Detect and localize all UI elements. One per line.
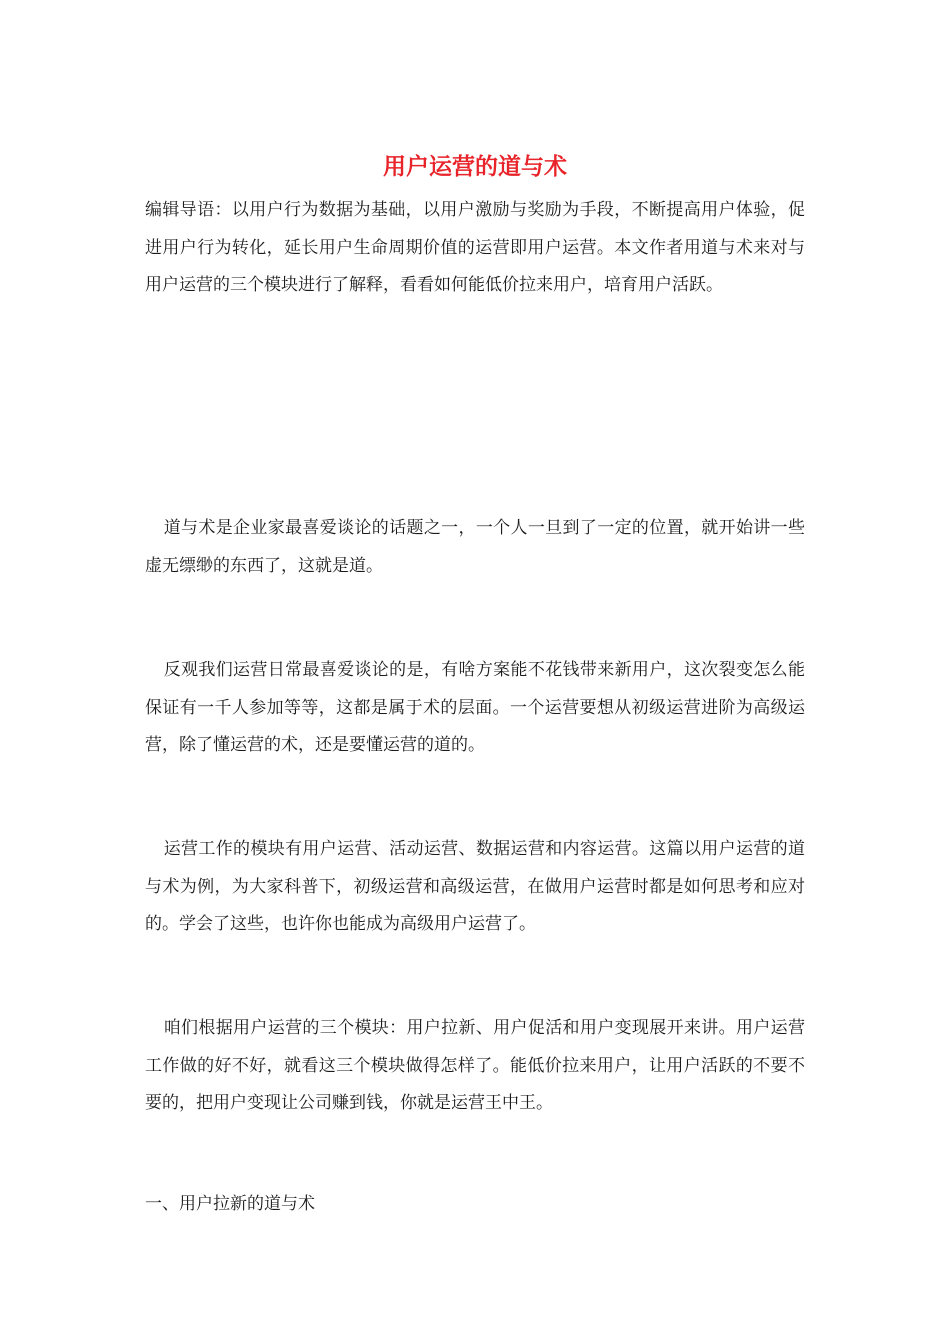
paragraph-4: 咱们根据用户运营的三个模块：用户拉新、用户促活和用户变现展开来讲。用户运营工作做的好不好，就看这三个模块做得怎样了。能低价拉来用户，让用户活跃的不要不要的，把用户变现让公司赚到钱，你就是运营王中王。 — [145, 1018, 805, 1113]
editor-intro: 编辑导语：以用户行为数据为基础，以用户激励与奖励为手段，不断提高用户体验，促进用户行为转化，延长用户生命周期价值的运营即用户运营。本文作者用道与术来对与用户运营的三个模块进行了解释，看看如何能低价拉来用户，培育用户活跃。 — [145, 200, 805, 295]
paragraph-2: 反观我们运营日常最喜爱谈论的是，有啥方案能不花钱带来新用户，这次裂变怎么能保证有一千人参加等等，这都是属于术的层面。一个运营要想从初级运营进阶为高级运营，除了懂运营的术，还是要懂运营的道的。 — [145, 660, 805, 755]
paragraph-3: 运营工作的模块有用户运营、活动运营、数据运营和内容运营。这篇以用户运营的道与术为例，为大家科普下，初级运营和高级运营，在做用户运营时都是如何思考和应对的。学会了这些，也许你也能成为高级用户运营了。 — [145, 839, 805, 934]
section-heading: 一、用户拉新的道与术 — [145, 1194, 315, 1214]
paragraph-1: 道与术是企业家最喜爱谈论的话题之一，一个人一旦到了一定的位置，就开始讲一些虚无缥缈的东西了，这就是道。 — [145, 518, 805, 576]
document-title: 用户运营的道与术 — [383, 153, 567, 180]
